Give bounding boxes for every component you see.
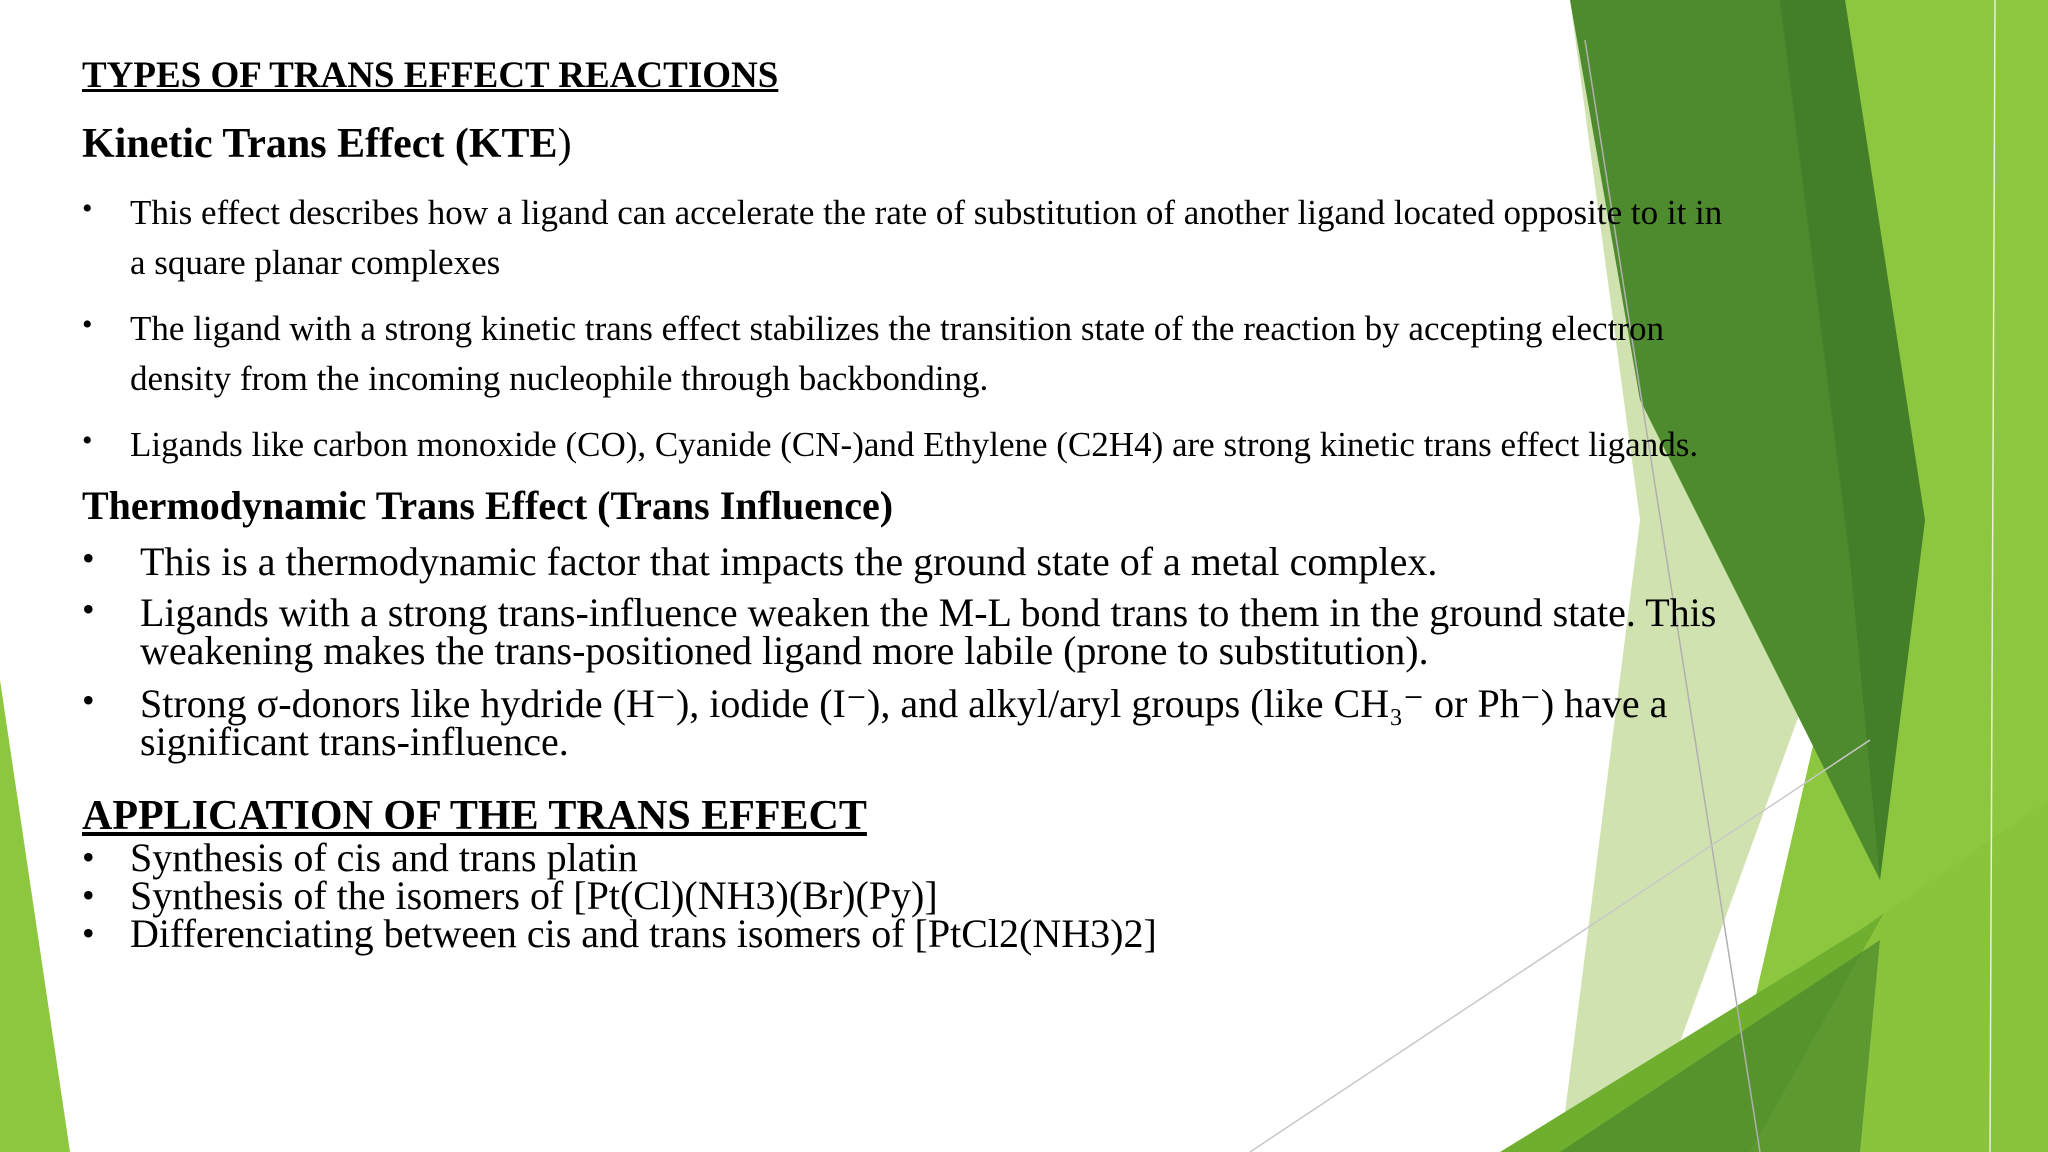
tte-bullet-1-marker: • xyxy=(82,538,95,578)
section-title-application: APPLICATION OF THE TRANS EFFECT xyxy=(82,793,867,839)
section-title-types: TYPES OF TRANS EFFECT REACTIONS xyxy=(82,55,779,96)
kte-bullet-2-line-1: The ligand with a strong kinetic trans effect stabilizes the transition state of the reaction by accepting electron xyxy=(130,309,1664,348)
application-bullet-1: Synthesis of cis and trans platin xyxy=(130,835,638,880)
kte-bullet-1-line-1: This effect describes how a ligand can accelerate the rate of substitution of another ligand located opposite to it in xyxy=(130,193,1723,232)
kte-bullet-3-line-1: Ligands like carbon monoxide (CO), Cyanide (CN-)and Ethylene (C2H4) are strong kinetic trans effect ligands. xyxy=(130,425,1699,464)
tte-bullet-3-marker: • xyxy=(82,680,95,720)
tte-heading: Thermodynamic Trans Effect (Trans Influence) xyxy=(82,483,894,528)
kte-heading-main: Kinetic Trans Effect (KTE xyxy=(82,121,558,167)
application-bullet-2: Synthesis of the isomers of [Pt(Cl)(NH3)(Br)(Py)] xyxy=(130,873,938,918)
kte-heading-paren: ) xyxy=(557,121,572,167)
kte-bullet-1-line-2: a square planar complexes xyxy=(130,243,501,282)
tte-bullet-2-marker: • xyxy=(82,589,95,629)
application-bullet-1-marker: • xyxy=(82,837,95,877)
tte-bullet-2-line-2: weakening makes the trans-positioned ligand more labile (prone to substitution). xyxy=(140,628,1429,673)
tte-bullet-1-line-1: This is a thermodynamic factor that impacts the ground state of a metal complex. xyxy=(140,539,1438,584)
kte-bullet-2-marker: • xyxy=(82,308,93,341)
application-bullet-3-marker: • xyxy=(82,913,95,953)
tte-bullet-3-line-1: Strong σ-donors like hydride (H⁻), iodide (I⁻), and alkyl/aryl groups (like CH₃⁻ or Ph⁻) have a xyxy=(140,681,1668,726)
tte-bullet-2-line-1: Ligands with a strong trans-influence weaken the M-L bond trans to them in the ground state. This xyxy=(140,590,1717,635)
application-bullet-3: Differenciating between cis and trans isomers of [PtCl2(NH3)2] xyxy=(130,911,1157,956)
kte-bullet-3-marker: • xyxy=(82,424,93,457)
kte-bullet-2-line-2: density from the incoming nucleophile through backbonding. xyxy=(130,359,989,398)
tte-bullet-3-line-2: significant trans-influence. xyxy=(140,719,569,764)
application-bullet-2-marker: • xyxy=(82,875,95,915)
kte-heading xyxy=(82,120,572,168)
kte-bullet-1-marker: • xyxy=(82,192,93,225)
